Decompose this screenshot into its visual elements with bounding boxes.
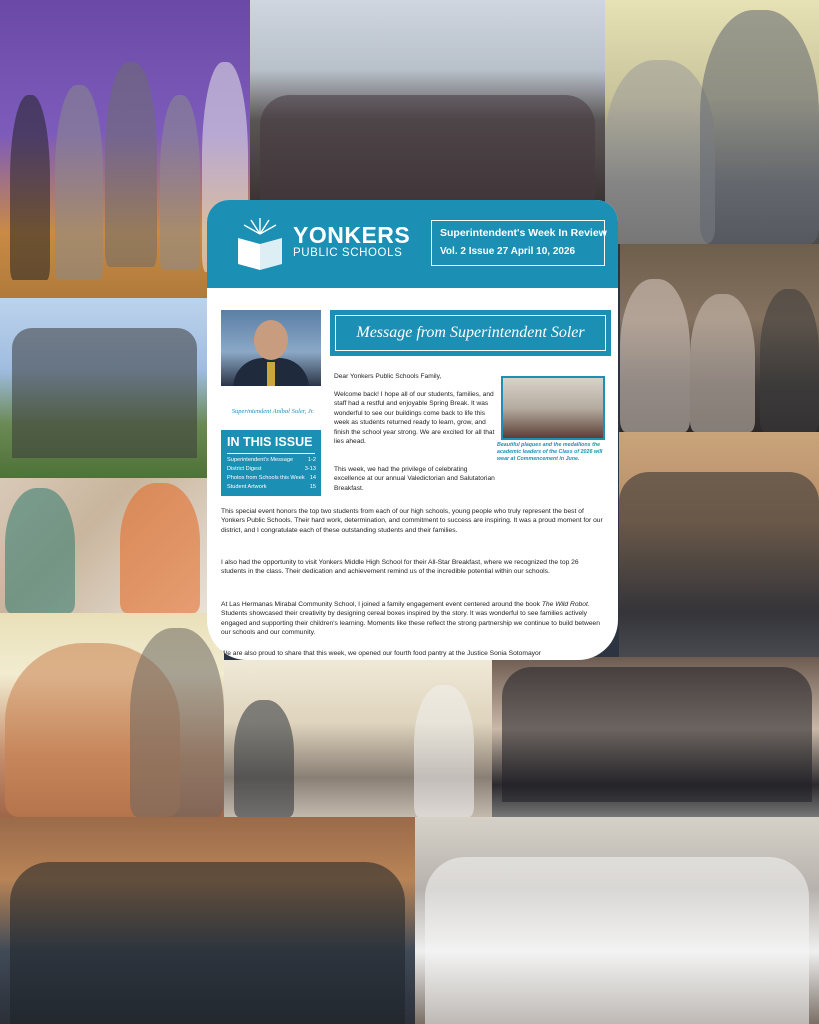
superintendent-portrait — [221, 310, 321, 386]
message-heading: Message from Superintendent Soler — [335, 315, 606, 351]
plaques-caption: Beautiful plaques and the medallions the academic leaders of the Class of 2026 will wear at Commencement in June. — [497, 442, 603, 462]
toc-item: Student Artwork 15 — [227, 484, 316, 490]
photo-library-students — [224, 660, 492, 817]
issue-info-box — [431, 220, 605, 266]
photo-hillside-group — [0, 298, 207, 478]
book-title: The Wild Robot — [541, 601, 588, 608]
portrait-caption: Superintendent Aníbal Soler, Jr. — [231, 408, 315, 415]
photo-studios-trip — [250, 0, 605, 200]
photo-cafeteria-event — [0, 817, 415, 1024]
issue-volume-date: Vol. 2 Issue 27 April 10, 2026 — [440, 246, 576, 257]
book-sunburst-logo-icon — [235, 216, 285, 272]
letter-welcome-paragraph: Welcome back! I hope all of our students, families, and staff had a restful and enjoyable Spring Break. It was wonderful to see our buildings come back to life this week as students returned ready to learn, grow, and finish the school year strong. We are excited for all that lies ahead. — [334, 391, 495, 446]
newsletter-page — [207, 200, 618, 660]
letter-salutation: Dear Yonkers Public Schools Family, — [334, 373, 442, 380]
photo-food-bag — [0, 613, 224, 817]
paragraph-hermanas: At Las Hermanas Mirabal Community School, I joined a family engagement event centered around the book The Wild Robot. Students showcased their creativity by designing cereal boxes inspired by the story. It was wonderful to see families actively engaged and supporting their children's learning. Moments like these reflect the strong partnership we continue to build between our schools and our community. — [221, 601, 600, 637]
toc-item: Superintendent's Message 1-2 — [227, 457, 316, 463]
logo-subtitle: PUBLIC SCHOOLS — [293, 247, 403, 259]
toc-item: Photos from Schools this Week 14 — [227, 475, 316, 481]
in-this-issue-panel — [221, 430, 321, 496]
logo-name: YONKERS — [293, 222, 411, 248]
photo-two-men — [605, 0, 819, 244]
photo-three-girls — [620, 244, 819, 432]
paragraph-food-pantry: We are also proud to share that this week, we opened our fourth food pantry at the Justice Sonia Sotomayor — [221, 650, 541, 657]
photo-apron-group — [415, 817, 819, 1024]
paragraph-all-star: I also had the opportunity to visit Yonkers Middle High School for their All-Star Breakfast, where we recognized the top 26 students in the class. Their dedication and achievement remind us of the incredible potential within our schools. — [221, 559, 579, 576]
photo-pantry-volunteers — [0, 478, 207, 613]
toc-item: District Digest 3-13 — [227, 466, 316, 472]
plaques-photo — [501, 376, 605, 440]
message-heading-box — [330, 310, 611, 356]
photo-art-plaques-group — [492, 657, 819, 817]
photo-shirt-presentation — [619, 432, 819, 657]
in-this-issue-title: IN THIS ISSUE — [227, 435, 313, 449]
letter-privilege-paragraph: This week, we had the privilege of celebrating excellence at our annual Valedictorian and Salutatorian Breakfast. — [334, 466, 495, 492]
newsletter-banner — [207, 200, 618, 288]
paragraph-special-event: This special event honors the top two students from each of our high schools, young people who truly represent the best of Yonkers Public Schools. Their hard work, determination, and commitment to success are inspiring. It was a proud moment for our district, and I congratulate each of these outstanding students and their families. — [221, 508, 603, 534]
newsletter-title: Superintendent's Week In Review — [440, 227, 607, 239]
